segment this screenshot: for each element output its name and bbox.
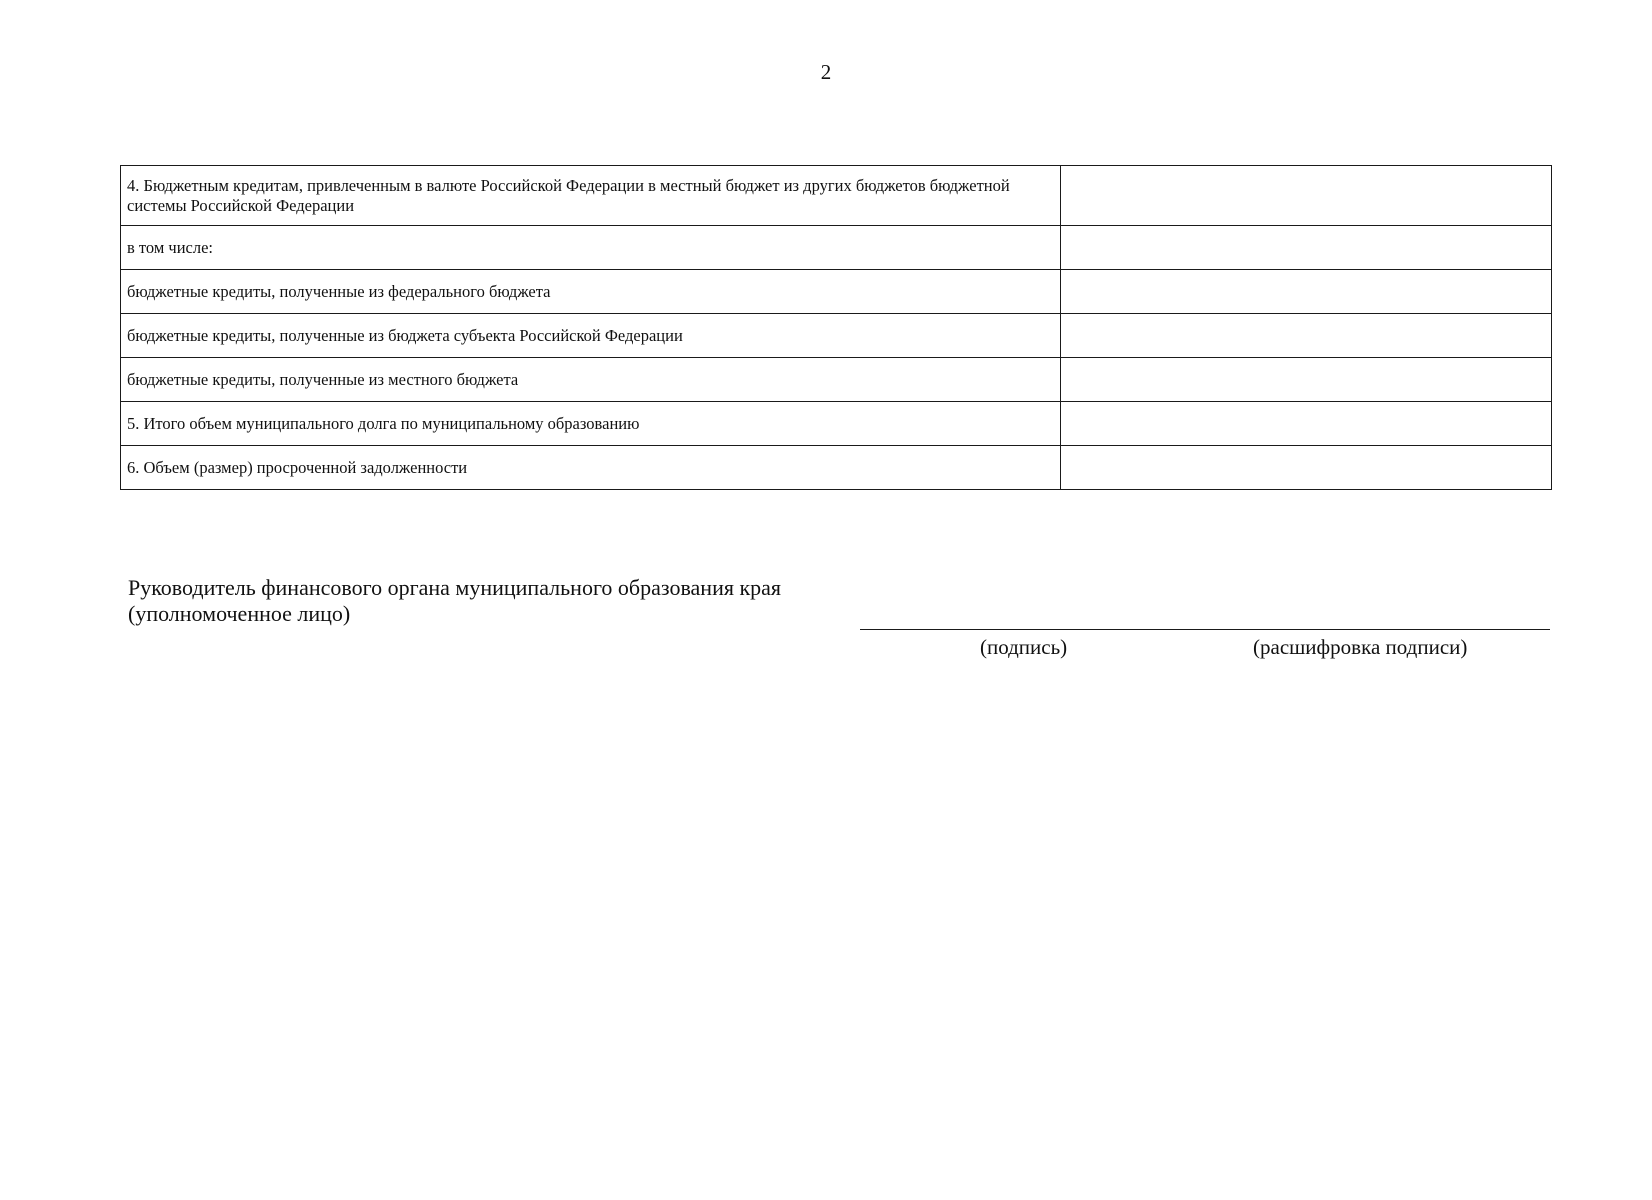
row-label-total-debt: 5. Итого объем муниципального долга по муниципальному образованию xyxy=(121,402,1061,446)
signature-line xyxy=(860,629,1550,630)
row-value-total-debt xyxy=(1061,402,1552,446)
row-value-overdue-debt xyxy=(1061,446,1552,490)
table-row xyxy=(121,358,1552,402)
row-label-budget-credits: 4. Бюджетным кредитам, привлеченным в валюте Российской Федерации в местный бюджет из других бюджетов бюджетной системы Российской Федерации xyxy=(121,166,1061,226)
signer-title-line-1: Руководитель финансового органа муниципального образования края xyxy=(128,575,782,600)
signature-block xyxy=(128,575,1548,665)
table-row xyxy=(121,226,1552,270)
signature-caption: (подпись) xyxy=(980,635,1068,659)
row-label-local-credits: бюджетные кредиты, полученные из местного бюджета xyxy=(121,358,1061,402)
table-row xyxy=(121,270,1552,314)
page-number: 2 xyxy=(820,60,832,84)
row-value-local-credits xyxy=(1061,358,1552,402)
table-row xyxy=(121,314,1552,358)
municipal-debt-table xyxy=(120,165,1552,490)
table-row xyxy=(121,402,1552,446)
row-value-federal-credits xyxy=(1061,270,1552,314)
table-row xyxy=(121,166,1552,226)
signer-title-line-2: (уполномоченное лицо) xyxy=(128,601,351,626)
row-value-budget-credits xyxy=(1061,166,1552,226)
row-label-including: в том числе: xyxy=(121,226,1061,270)
table-row xyxy=(121,446,1552,490)
row-label-federal-credits: бюджетные кредиты, полученные из федерального бюджета xyxy=(121,270,1061,314)
row-value-including xyxy=(1061,226,1552,270)
row-value-regional-credits xyxy=(1061,314,1552,358)
row-label-overdue-debt: 6. Объем (размер) просроченной задолженности xyxy=(121,446,1061,490)
signature-decode-caption: (расшифровка подписи) xyxy=(1253,635,1468,659)
signer-title xyxy=(128,575,781,627)
row-label-regional-credits: бюджетные кредиты, полученные из бюджета субъекта Российской Федерации xyxy=(121,314,1061,358)
